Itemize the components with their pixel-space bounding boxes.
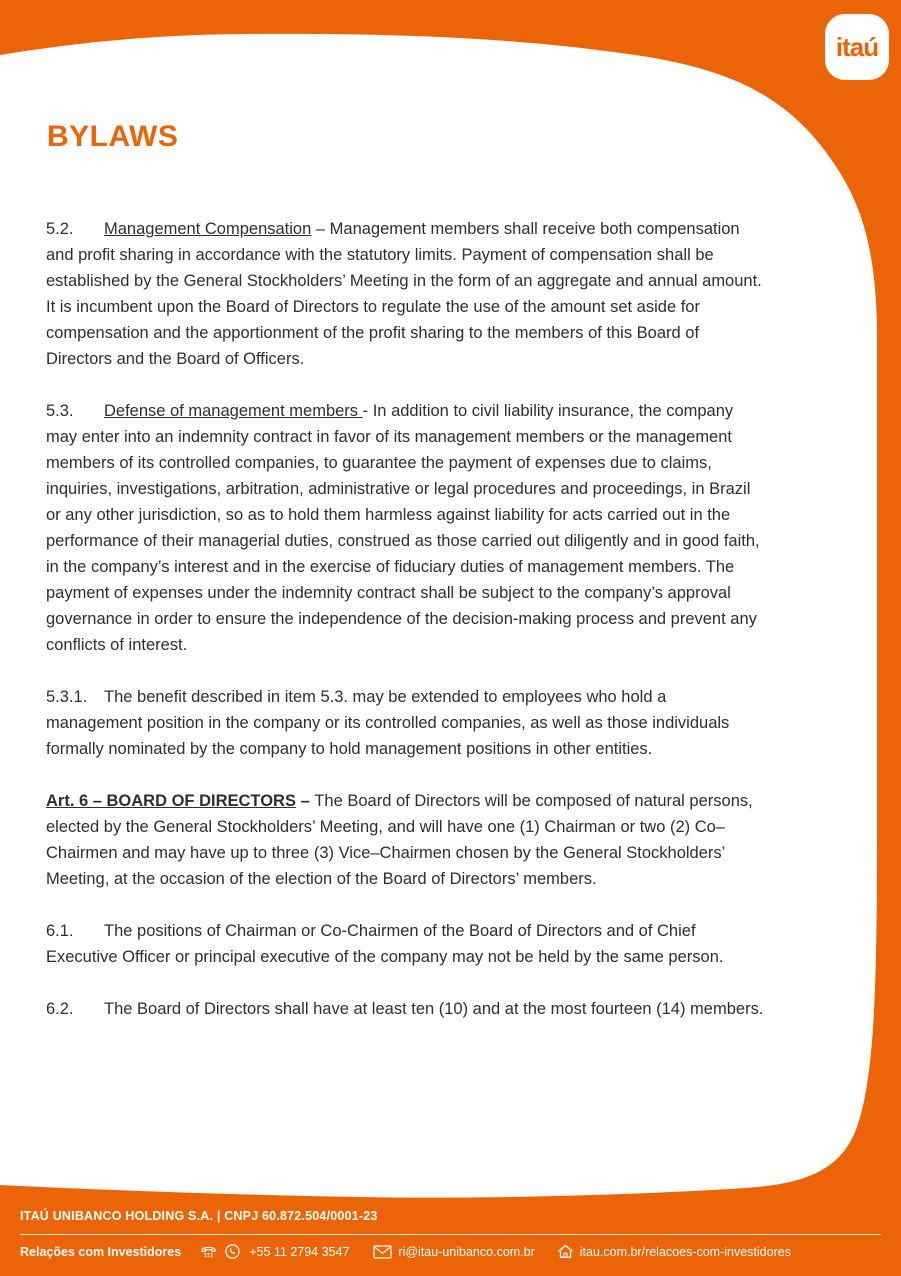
- clause-text: The positions of Chairman or Co-Chairmen of the Board of Directors and of Chief Executive Officer or principal executive of the company may not be held by the same person.: [46, 922, 724, 966]
- clause-number: 5.2.: [46, 220, 74, 238]
- footer-divider: [20, 1234, 881, 1235]
- home-icon: [557, 1244, 574, 1259]
- footer-phone-number: +55 11 2794 3547: [249, 1244, 350, 1259]
- clause-text: Defense of management members: [104, 402, 363, 420]
- clause-text: Art. 6 – BOARD OF DIRECTORS: [46, 792, 296, 810]
- clause-text: - In addition to civil liability insurance, the company may enter into an indemnity contract in favor of its management members or the management members of its controlled companies, to guarantee the payment of expenses due to claims, inquiries, investigations, arbitration, administrative or legal procedures and proceedings, in Brazil or any other jurisdiction, so as to hold them harmless against liability for acts carried out in the performance of their managerial duties, construed as those carried out diligently and in good faith, in the company’s interest and in the exercise of fiduciary duties of management members. The payment of expenses under the indemnity contract shall be subject to the company’s approval governance in order to ensure the independence of the decision-making process and prevent any conflicts of interest.: [46, 402, 760, 654]
- paragraph: [46, 684, 764, 762]
- telephone-icon: [199, 1244, 218, 1259]
- page-title: BYLAWS: [47, 120, 179, 154]
- paragraph: [46, 294, 764, 372]
- whatsapp-icon: [224, 1243, 241, 1260]
- investor-relations-label: Relações com Investidores: [20, 1244, 182, 1259]
- clause-text: The benefit described in item 5.3. may be extended to employees who hold a management position in the company or its controlled companies, as well as those individuals formally nominated by the company to hold management positions in other entities.: [46, 688, 730, 758]
- clause-text: –: [295, 792, 315, 810]
- itau-logo-text: itaú: [835, 31, 879, 62]
- footer-company-line: ITAÚ UNIBANCO HOLDING S.A. | CNPJ 60.872.504/0001-23: [20, 1209, 378, 1223]
- paragraph: [46, 398, 764, 658]
- document-body: [46, 216, 764, 1022]
- paragraph: [46, 996, 764, 1022]
- clause-text: The Board of Directors shall have at least ten (10) and at the most fourteen (14) members.: [104, 1000, 764, 1018]
- paragraph: [46, 216, 764, 294]
- clause-number: 5.3.: [46, 402, 74, 420]
- clause-text: The Board of Directors will be composed of natural persons, elected by the General Stockholders’ Meeting, and will have one (1) Chairman or two (2) Co–Chairmen and may have up to three (3) Vice–Chairmen chosen by the General Stockholders’ Meeting, at the occasion of the election of the Board of Directors’ members.: [46, 792, 753, 888]
- mail-icon: [373, 1245, 392, 1259]
- clause-text: Management Compensation: [104, 220, 312, 238]
- footer-contact-row: [20, 1243, 791, 1260]
- footer-website: itau.com.br/relacoes-com-investidores: [579, 1244, 791, 1259]
- clause-number: 6.1.: [46, 922, 74, 940]
- itau-logo: [825, 14, 889, 80]
- clause-number: 6.2.: [46, 1000, 74, 1018]
- clause-text: – Management members shall receive both compensation and profit sharing in accordance with the statutory limits. Payment of compensation shall be established by the General Stockholders’ Meeting in the form of an aggregate and annual amount.: [46, 220, 762, 290]
- footer-email: ri@itau-unibanco.com.br: [398, 1244, 535, 1259]
- paragraph: [46, 788, 764, 892]
- paragraph: [46, 918, 764, 970]
- clause-text: It is incumbent upon the Board of Directors to regulate the use of the amount set aside for compensation and the apportionment of the profit sharing to the members of this Board of Directors and the Board of Officers.: [46, 298, 700, 368]
- clause-number: 5.3.1.: [46, 688, 88, 706]
